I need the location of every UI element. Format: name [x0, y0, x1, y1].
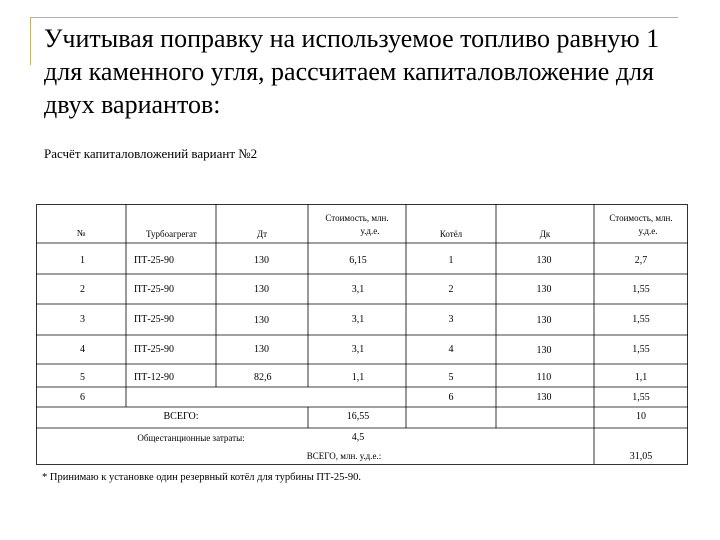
header-cost-t-line2: у.д.е. — [360, 226, 380, 236]
table-row-3-dt: 130 — [254, 315, 269, 326]
total-boiler-cost: 10 — [636, 411, 646, 422]
table-row-6-cost-k: 1,55 — [632, 392, 650, 403]
table-row-6-dk: 130 — [536, 392, 552, 403]
table-row-5-dk: 110 — [536, 372, 552, 383]
table-row-4-boiler: 4 — [448, 344, 454, 355]
table-row-2-turbine: ПТ-25-90 — [134, 284, 174, 295]
table-border — [37, 205, 688, 465]
table-row-4-dk: 130 — [536, 345, 552, 356]
table-row-1-num: 1 — [80, 255, 85, 266]
header-boiler: Котёл — [439, 229, 463, 239]
table-row-3-num: 3 — [80, 314, 85, 325]
slide-title: Учитывая поправку на используемое топливо равную 1 для каменного угля, рассчитаем капиталовложение для двух вариантов: — [44, 24, 660, 119]
table-row-5-dt: 82,6 — [254, 372, 272, 383]
table-row-5-num: 5 — [80, 372, 85, 383]
table-row-1-boiler: 1 — [448, 255, 454, 266]
total-label: ВСЕГО: — [163, 411, 199, 422]
header-cost-k-line2: у.д.е. — [638, 226, 658, 236]
total-turbine-cost: 16,55 — [346, 411, 370, 422]
table-row-3-cost-t: 3,1 — [351, 314, 365, 325]
table-row-5-boiler: 5 — [448, 372, 454, 383]
table-row-5-turbine: ПТ-12-90 — [134, 372, 174, 383]
table-row-2-boiler: 2 — [448, 284, 454, 295]
slide-subtitle: Расчёт капиталовложений вариант №2 — [44, 146, 258, 161]
header-cost-k-line1: Стоимость, млн. — [609, 213, 673, 223]
station-costs-value: 4,5 — [351, 432, 365, 443]
table-row-3-turbine: ПТ-25-90 — [134, 314, 174, 325]
table-row-2-dk: 130 — [536, 284, 552, 295]
table-row-1-dt: 130 — [254, 255, 269, 266]
header-dk: Дк — [539, 229, 551, 239]
table-grid — [36, 200, 688, 466]
table-row-1-cost-t: 6,15 — [349, 255, 367, 266]
table-row-1-turbine: ПТ-25-90 — [134, 255, 174, 266]
footnote: * Принимаю к установке один резервный котёл для турбины ПТ-25-90. — [42, 472, 362, 483]
frame-top-line — [30, 17, 678, 18]
table-row-6-num: 6 — [80, 392, 85, 403]
table-row-6-boiler: 6 — [448, 392, 454, 403]
table-row-4-num: 4 — [80, 344, 85, 355]
table-row-3-boiler: 3 — [448, 314, 454, 325]
table-row-3-cost-k: 1,55 — [632, 314, 650, 325]
table-row-4-cost-t: 3,1 — [351, 344, 365, 355]
table-row-4-cost-k: 1,55 — [632, 344, 650, 355]
frame-left-line — [30, 17, 31, 65]
table-row-2-num: 2 — [80, 284, 85, 295]
capital-investment-table — [36, 200, 688, 466]
header-turbine: Турбоагрегат — [146, 229, 197, 239]
station-costs-label: Общестанционные затраты: — [137, 433, 245, 443]
table-row-5-cost-t: 1,1 — [351, 372, 365, 383]
header-dt: Дт — [256, 229, 268, 239]
header-cost-t-line1: Стоимость, млн. — [325, 213, 389, 223]
table-row-4-dt: 130 — [254, 344, 269, 355]
table-row-3-dk: 130 — [536, 315, 552, 326]
table-row-2-cost-k: 1,55 — [632, 284, 650, 295]
table-row-1-cost-k: 2,7 — [634, 255, 648, 266]
grand-total-label: ВСЕГО, млн. у.д.е.: — [306, 451, 382, 461]
table-row-2-cost-t: 3,1 — [351, 284, 365, 295]
table-row-5-cost-k: 1,1 — [634, 372, 648, 383]
table-row-1-dk: 130 — [536, 255, 552, 266]
table-row-4-turbine: ПТ-25-90 — [134, 344, 174, 355]
header-num: № — [76, 228, 86, 238]
grand-total-value: 31,05 — [629, 451, 653, 462]
table-row-2-dt: 130 — [254, 284, 269, 295]
